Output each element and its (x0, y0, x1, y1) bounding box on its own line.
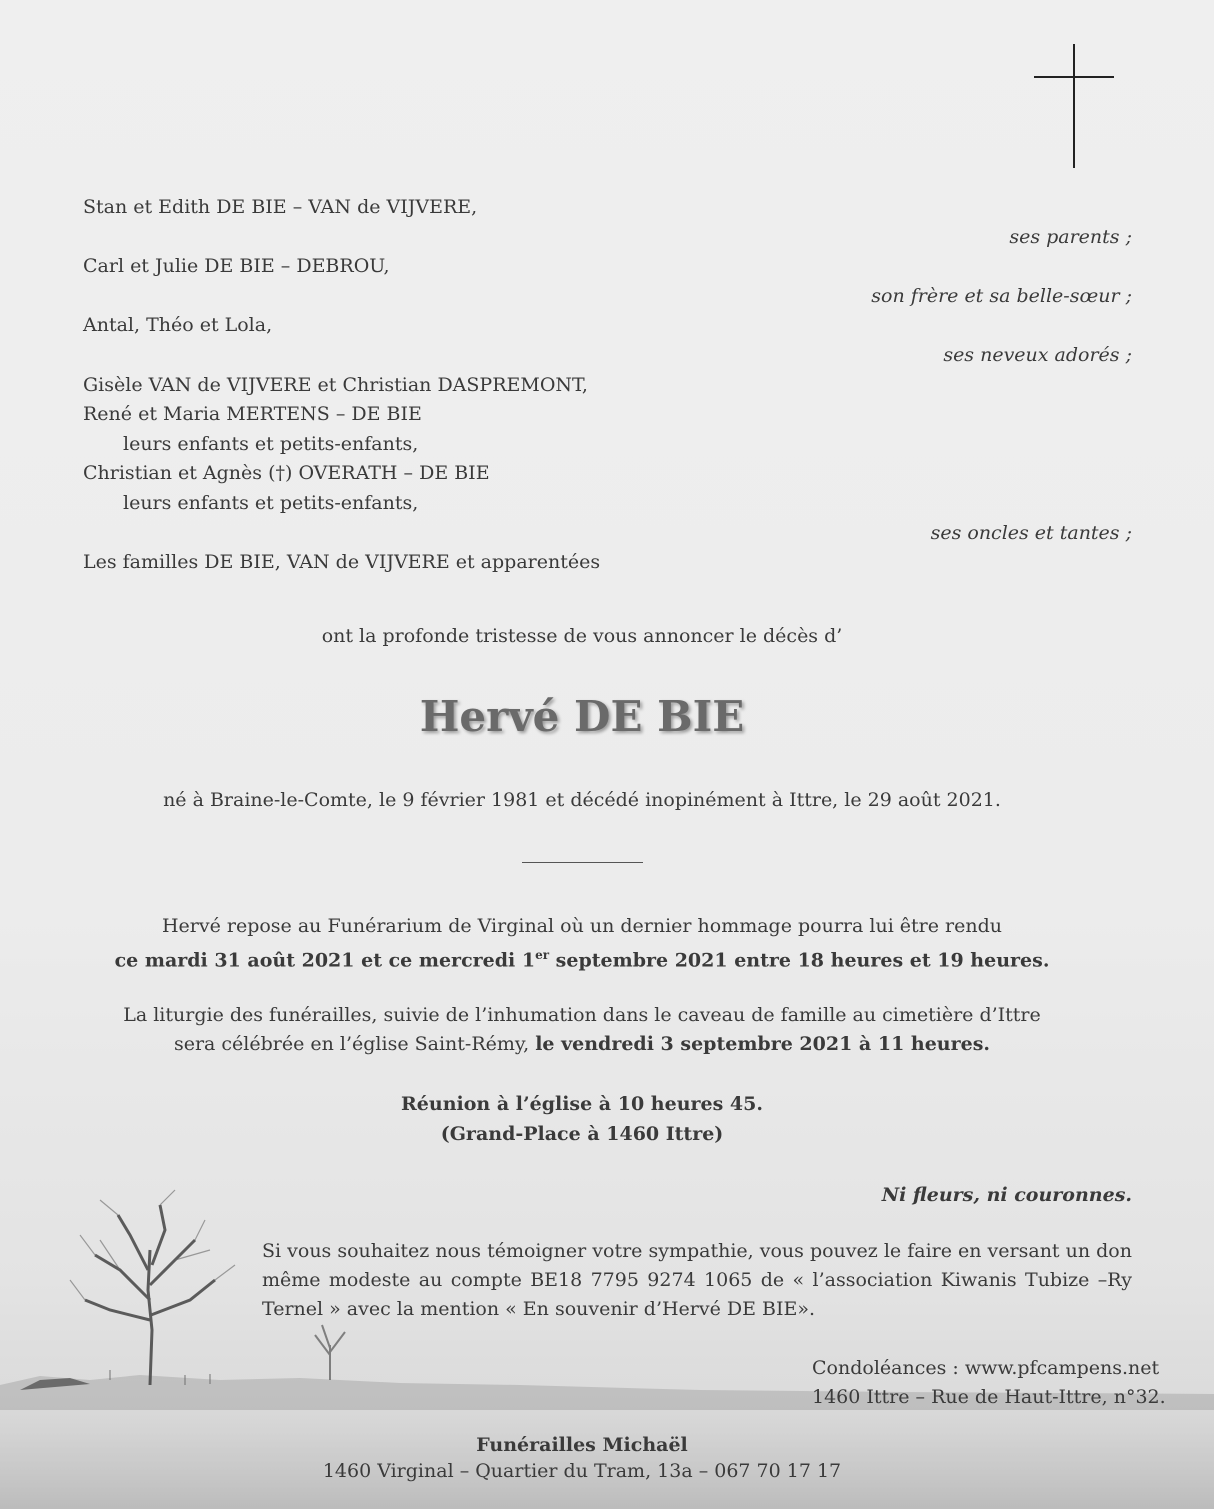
family-uncles-relation: ses oncles et tantes ; (930, 522, 1132, 544)
visitation-dates-a: ce mardi 31 août 2021 et ce mercredi 1 (114, 949, 536, 972)
cross-icon (1034, 44, 1116, 170)
family-parents-names: Stan et Edith DE BIE – VAN de VIJVERE, (83, 196, 478, 218)
family-nephews-relation: ses neveux adorés ; (943, 344, 1132, 366)
funeral-date: le vendredi 3 septembre 2021 à 11 heures. (535, 1033, 991, 1055)
meeting-line-2: (Grand-Place à 1460 Ittre) (440, 1123, 724, 1145)
donation-line-3: Ternel » avec la mention « En souvenir d’Hervé DE BIE». (262, 1298, 816, 1320)
funeral-home-name: Funérailles Michaël (476, 1434, 688, 1456)
condolences-address: 1460 Ittre – Rue de Haut-Ittre, n°32. (812, 1386, 1166, 1408)
funeral-church: sera célébrée en l’église Saint-Rémy, (173, 1033, 536, 1055)
family-nephews-names: Antal, Théo et Lola, (83, 314, 273, 336)
family-uncles-line-5: leurs enfants et petits-enfants, (123, 492, 419, 514)
visitation-superscript: er (535, 948, 550, 962)
birth-death-dates: né à Braine-le-Comte, le 9 février 1981 et décédé inopinément à Ittre, le 29 août 2021. (163, 789, 1001, 811)
announcement-text: ont la profonde tristesse de vous annoncer le décès d’ (321, 625, 843, 647)
family-uncles-line-2: René et Maria MERTENS – DE BIE (83, 403, 422, 425)
family-brother-relation: son frère et sa belle-sœur ; (871, 285, 1132, 307)
family-extended: Les familles DE BIE, VAN de VIJVERE et apparentées (83, 551, 601, 573)
family-uncles-line-1: Gisèle VAN de VIJVERE et Christian DASPREMONT, (83, 374, 588, 396)
funeral-home-address: 1460 Virginal – Quartier du Tram, 13a – 067 70 17 17 (322, 1460, 842, 1482)
condolences-website: Condoléances : www.pfcampens.net (812, 1357, 1160, 1379)
donation-line-1: Si vous souhaitez nous témoigner votre sympathie, vous pouvez le faire en versant un don (262, 1240, 1132, 1262)
divider-line (522, 862, 643, 863)
visitation-dates-b: septembre 2021 entre 18 heures et 19 heures. (549, 949, 1050, 972)
funeral-line-1: La liturgie des funérailles, suivie de l’inhumation dans le caveau de famille au cimetière d’Ittre (123, 1004, 1041, 1026)
meeting-line-1: Réunion à l’église à 10 heures 45. (401, 1093, 763, 1115)
family-uncles-line-3: leurs enfants et petits-enfants, (123, 433, 419, 455)
family-brother-names: Carl et Julie DE BIE – DEBROU, (83, 255, 390, 277)
donation-line-2: même modeste au compte BE18 7795 9274 1065 de « l’association Kiwanis Tubize –Ry (262, 1269, 1132, 1291)
deceased-name: Hervé DE BIE (419, 692, 745, 741)
visitation-line-2 (0, 944, 1164, 971)
family-uncles-line-4: Christian et Agnès (†) OVERATH – DE BIE (83, 462, 490, 484)
visitation-line-1: Hervé repose au Funérarium de Virginal où un dernier hommage pourra lui être rendu (161, 915, 1003, 937)
no-flowers-notice: Ni fleurs, ni couronnes. (881, 1184, 1132, 1206)
family-parents-relation: ses parents ; (1009, 226, 1132, 248)
funeral-line-2 (0, 1033, 1164, 1055)
